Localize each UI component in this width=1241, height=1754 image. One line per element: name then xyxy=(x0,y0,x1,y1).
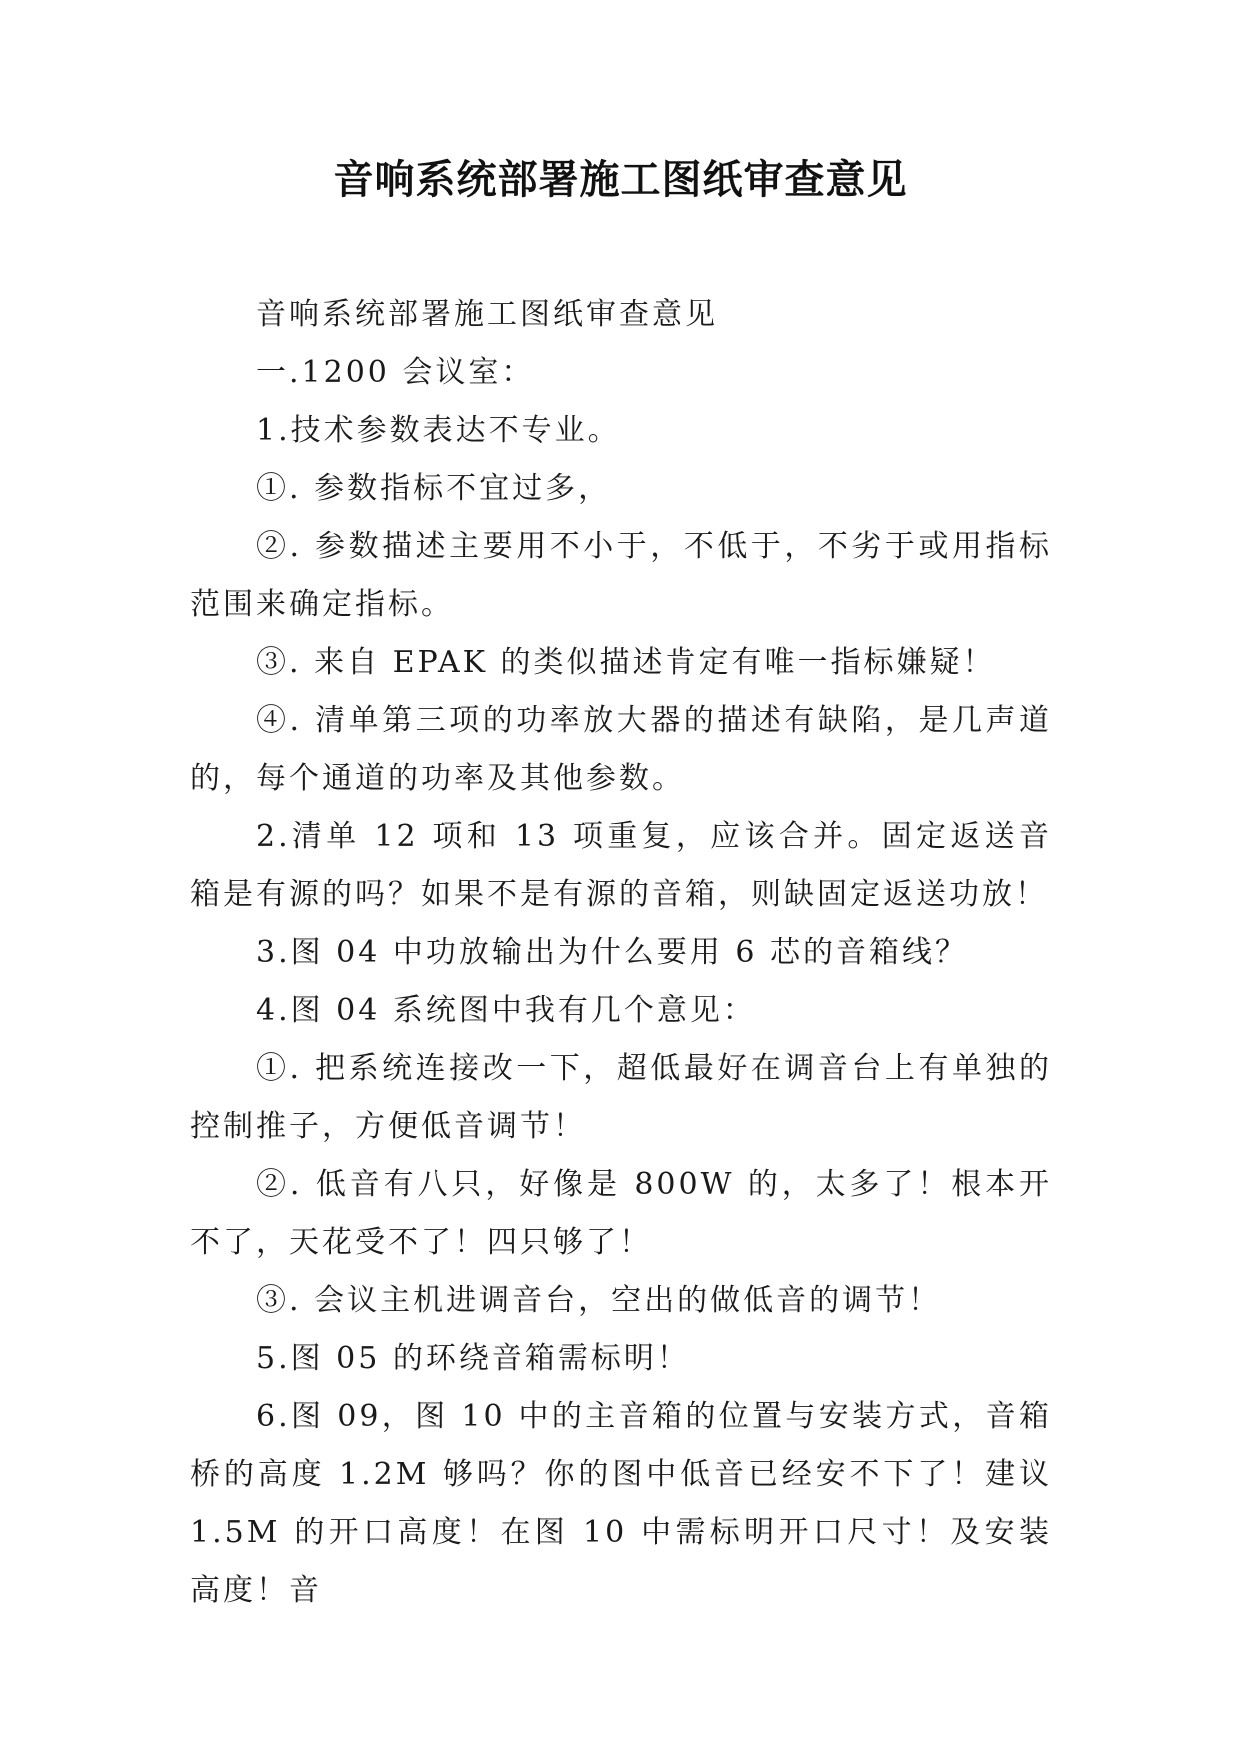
paragraph: 一.1200 会议室： xyxy=(256,355,535,390)
paragraph: 4.图 04 系统图中我有几个意见： xyxy=(256,993,756,1028)
paragraph: 1.技术参数表达不专业。 xyxy=(256,413,621,448)
document-title: 音响系统部署施工图纸审查意见 xyxy=(333,156,908,203)
paragraph: ②. 参数描述主要用不小于，不低于，不劣于或用指标范围来确定指标。 xyxy=(190,529,1052,622)
paragraph: 6.图 09，图 10 中的主音箱的位置与安装方式，音箱桥的高度 1.2M 够吗？你的图中低音已经安不下了！建议 1.5M 的开口高度！在图 10 中需标明开口尺寸！及安装高度！音 xyxy=(190,1399,1052,1608)
paragraph: ③. 来自 EPAK 的类似描述肯定有唯一指标嫌疑！ xyxy=(256,645,996,680)
paragraph: ①. 参数指标不宜过多， xyxy=(256,471,612,506)
paragraph: ④. 清单第三项的功率放大器的描述有缺陷，是几声道的，每个通道的功率及其他参数。 xyxy=(190,703,1052,796)
paragraph: 5.图 05 的环绕音箱需标明！ xyxy=(256,1341,690,1376)
paragraph: ③. 会议主机进调音台，空出的做低音的调节！ xyxy=(256,1283,942,1318)
paragraph: 2.清单 12 项和 13 项重复，应该合并。固定返送音箱是有源的吗？如果不是有源的音箱，则缺固定返送功放！ xyxy=(190,819,1052,912)
paragraph: 音响系统部署施工图纸审查意见 xyxy=(256,297,718,332)
document-body xyxy=(190,286,1052,1620)
paragraph: 3.图 04 中功放输出为什么要用 6 芯的音箱线？ xyxy=(256,935,969,970)
paragraph: ①. 把系统连接改一下，超低最好在调音台上有单独的控制推子，方便低音调节！ xyxy=(190,1051,1052,1144)
paragraph: ②. 低音有八只，好像是 800W 的，太多了！根本开不了，天花受不了！四只够了！ xyxy=(190,1167,1052,1260)
